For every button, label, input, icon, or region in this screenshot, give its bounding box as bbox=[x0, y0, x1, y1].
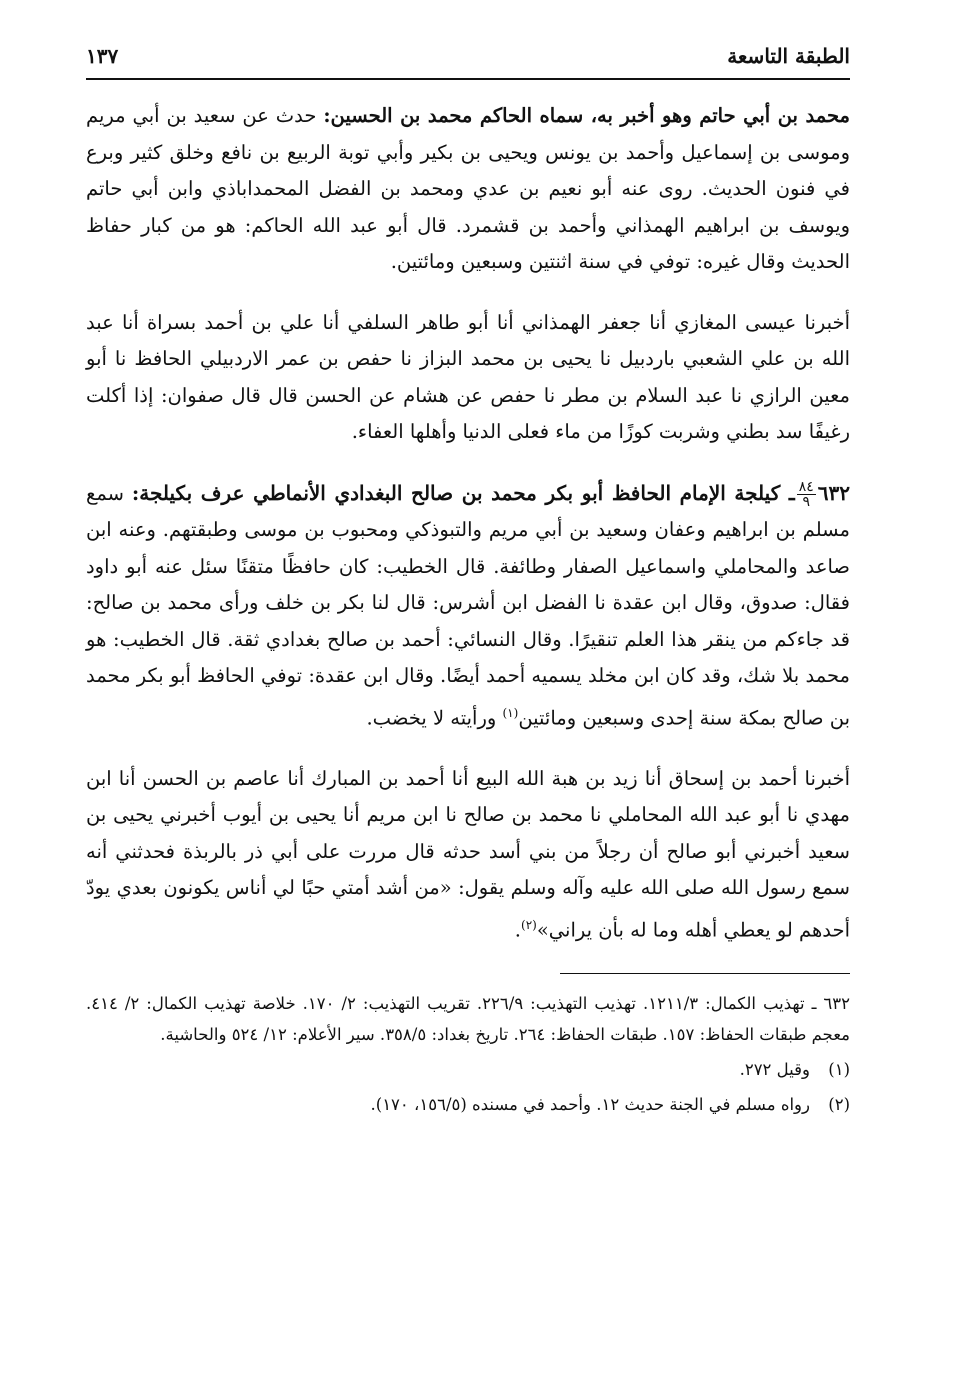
footnote-1 bbox=[86, 1054, 850, 1085]
hadith-text: أخبرنا أحمد بن إسحاق أنا زيد بن هبة الله البيع أنا أحمد بن المبارك أنا عاصم بن الحسن أنا ابن مهدي نا أبو عبد الله المحاملي نا محمد بن صالح نا ابن مريم أنا يحيى بن أيوب أخبرني يحيى بن سعيد أخبرني أبو صالح أن رجلاً من بني أسد حدثه قال مررت على أبي ذر بالربذة فحدثني أنه سمع رسول الله صلى الله عليه وآله وسلم يقول: «من أشد أمتي حبًا لي أناس يكونون بعدي يودّ أحدهم لو يعطي أهله وما له بأن يراني» bbox=[86, 766, 850, 941]
volume-page-fraction bbox=[797, 480, 816, 509]
fraction-denominator: ٩ bbox=[802, 493, 810, 510]
paragraph-biography-continued bbox=[86, 98, 850, 281]
hadith-end: . bbox=[514, 918, 521, 941]
footnote-sources: ٦٣٢ ـ تهذيب الكمال: ١٢١١/٣. تهذيب التهذيب: ٢٢٦/٩. تقريب التهذيب: ٢/ ١٧٠. خلاصة تهذيب الكمال: ٢/ ٤١٤. معجم طبقات الحفاظ: ١٥٧. طبقات الحفاظ: ٢٦٤. تاريخ بغداد: ٣٥٨/٥. سير الأعلام: ١٢/ ٥٢٤ والحاشية. bbox=[86, 993, 851, 1044]
footnote-1-text: وقيل ٢٧٢. bbox=[739, 1059, 810, 1079]
footnote-ref-2[interactable]: (٢) bbox=[521, 917, 537, 932]
paragraph-body: حدث عن سعيد بن أبي مريم وموسى بن إسماعيل وأحمد بن يونس ويحيى بن بكير وأبي توبة الربيع بن نافع وخلق كثير وبرع في فنون الحديث. روى عنه أبو نعيم بن عدي ومحمد بن الفضل المحمداباذي وابن أبي حاتم ويوسف بن ابراهيم الهمذاني وأحمد بن قشمرد. قال أبو عبد الله الحاكم: هو من كبار حفاظ الحديث وقال غيره: توفي في سنة اثنتين وسبعين ومائتين. bbox=[86, 104, 850, 273]
page-number: ١٣٧ bbox=[86, 44, 119, 68]
running-header bbox=[86, 44, 850, 78]
biography-entry-632 bbox=[86, 475, 850, 737]
footnote-2-text: رواه مسلم في الجنة حديث ١٢. وأحمد في مسنده (١٥٦/٥، ١٧٠). bbox=[370, 1094, 810, 1114]
paragraph-isnad-1: أخبرنا عيسى المغازي أنا جعفر الهمذاني أنا أبو طاهر السلفي أنا علي بن أحمد بسراة أنا عبد الله بن علي الشعبي باردبيل نا يحيى بن محمد البزاز نا حفص بن عمر الاردبيلي الحافظ نا أبو معين الرازي نا عبد السلام بن مطر نا حفص عن هشام عن الحسن قال قال صفوان: إذا أكلت رغيفًا سد بطني وشربت كوزًا من ماء فعلى الدنيا وأهلها العفاء. bbox=[86, 310, 850, 443]
footnote-ref-1[interactable]: (١) bbox=[502, 705, 519, 720]
section-title: الطبقة التاسعة bbox=[727, 44, 850, 68]
paragraph-lead: محمد بن أبي حاتم وهو أخبر به، سماه الحاكم محمد بن الحسين: bbox=[323, 104, 850, 127]
fraction-numerator: ٨٤ bbox=[798, 478, 814, 495]
entry-heading: ـ كيلجة الإمام الحافظ أبو بكر محمد بن صالح البغدادي الأنماطي عرف بكيلجة: bbox=[131, 480, 795, 505]
entry-body-end: ورأيته لا يخضب. bbox=[366, 706, 503, 729]
footnote-2-label: (٢) bbox=[828, 1094, 850, 1114]
entry-body: سمع مسلم بن ابراهيم وعفان وسعيد بن أبي مريم والتبوذكي ومحبوب بن موسى وطبقتهم. وعنه ابن صاعد والمحاملي واسماعيل الصفار وطائفة. قال الخطيب: كان حافظًا متقنًا سئل عنه أبو داود فقال: صدوق، وقال ابن عقدة نا الفضل ابن أشرس: قال لنا بكر بن خلف ورأى محمد بن صالح: قد جاءكم من ينقر هذا العلم تنقيرًا. وقال النسائي: أحمد بن صالح بغدادي ثقة. قال الخطيب: هو محمد بلا شك، وقد كان ابن مخلد يسميه أحمد أيضًا. وقال ابن عقدة: توفي الحافظ أبو بكر محمد بن صالح بمكة سنة إحدى وسبعين ومائتين bbox=[86, 481, 850, 729]
paragraph-isnad-2 bbox=[86, 761, 850, 949]
footnote-1-label: (١) bbox=[828, 1059, 850, 1079]
entry-number: ٦٣٢ bbox=[817, 480, 850, 505]
header-rule bbox=[86, 78, 850, 80]
footnote-rule bbox=[560, 973, 850, 974]
footnote-2 bbox=[86, 1089, 850, 1120]
